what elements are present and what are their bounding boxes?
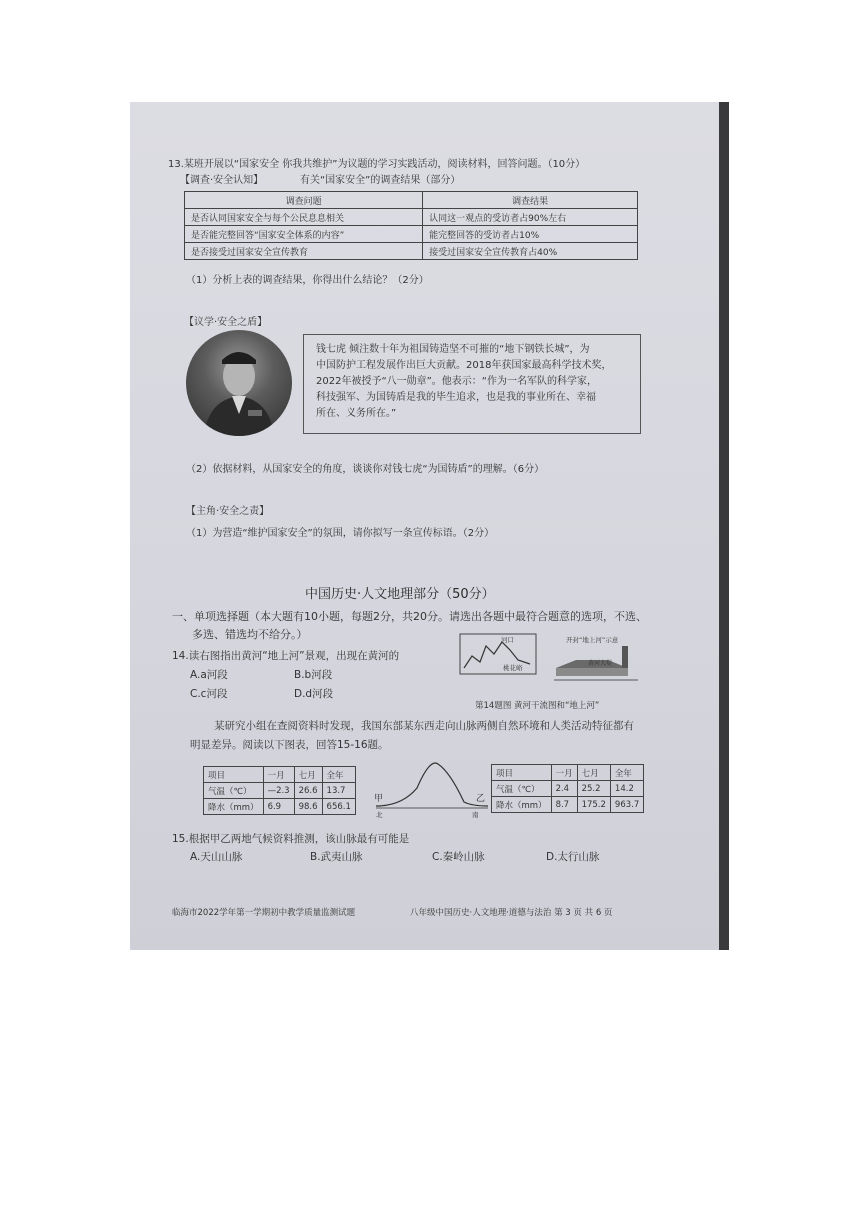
act-tag: 【主角·安全之责】 [186, 506, 270, 517]
q15-option-a: A.天山山脉 [190, 851, 243, 863]
table-cell: 接受过国家安全宣传教育占40% [423, 243, 638, 260]
table-row [204, 783, 356, 799]
table-cell: 气温（℃） [492, 781, 552, 797]
survey-table [184, 191, 638, 260]
section-title: 中国历史·人文地理部分（50分） [305, 587, 495, 602]
table-cell: 656.1 [322, 799, 355, 815]
table-cell: 98.6 [294, 799, 322, 815]
survey-tag: 【调查·安全认知】 [180, 175, 264, 186]
fig-label-hekou: 河口 [501, 636, 514, 644]
footer-right: 八年级中国历史·人文地理·道德与法治 第 3 页 共 6 页 [410, 908, 613, 918]
climate-table-jia [203, 766, 356, 815]
label-jia: 甲 [374, 794, 384, 804]
table-header: 全年 [610, 765, 643, 781]
fig-label-kaifeng: 开封“地上河”示意 [566, 636, 619, 644]
table-cell: 6.9 [263, 799, 294, 815]
quote-line: 钱七虎 倾注数十年为祖国铸造坚不可摧的“地下钢铁长城”，为 [316, 344, 590, 355]
table-cell: 963.7 [610, 797, 643, 813]
table-header: 全年 [322, 767, 355, 783]
q14-option-c: C.c河段 [190, 688, 228, 700]
table-cell: 8.7 [551, 797, 577, 813]
table-cell: 降水（mm） [492, 797, 552, 813]
part1-instruction-cont: 多选、错选均不给分。） [192, 628, 308, 641]
q14-option-d: D.d河段 [294, 688, 334, 700]
quote-box [303, 334, 641, 434]
q15-stem: 15.根据甲乙两地气候资料推测，该山脉最有可能是 [172, 833, 410, 845]
q13-intro: 13.某班开展以“国家安全 你我共维护”为议题的学习实践活动，阅读材料，回答问题。（10分） [168, 159, 586, 170]
quote-line: 中国防护工程发展作出巨大贡献。2018年获国家最高科学技术奖， [316, 360, 612, 371]
table-header: 调查问题 [185, 192, 423, 209]
label-south: 南 [472, 811, 479, 819]
label-north: 北 [376, 811, 383, 819]
table-cell: 26.6 [294, 783, 322, 799]
fig-caption: 第14题图 黄河干流图和“地上河” [475, 701, 600, 711]
paragraph-line: 明显差异。阅读以下图表，回答15-16题。 [190, 739, 389, 751]
q15-option-c: C.秦岭山脉 [432, 851, 485, 863]
table-cell: —2.3 [263, 783, 294, 799]
q13-sub2: （2）依据材料，从国家安全的角度，谈谈你对钱七虎“为国铸盾”的理解。（6分） [186, 464, 545, 475]
yellow-river-figure [458, 632, 648, 694]
table-cell: 25.2 [577, 781, 610, 797]
quote-line: 所在、义务所在。” [316, 408, 397, 419]
table-cell: 是否接受过国家安全宣传教育 [185, 243, 423, 260]
table-header: 七月 [577, 765, 610, 781]
q14-stem: 14.读右图指出黄河“地上河”景观，出现在黄河的 [172, 650, 400, 662]
table-header: 七月 [294, 767, 322, 783]
table-cell: 13.7 [322, 783, 355, 799]
q14-option-b: B.b河段 [294, 669, 333, 681]
table-cell: 14.2 [610, 781, 643, 797]
table-row [185, 226, 638, 243]
table-row [204, 799, 356, 815]
quote-line: 科技强军、为国铸盾是我的毕生追求，也是我的事业所在、幸福 [316, 392, 596, 403]
quote-line: 2022年被授予“八一勋章”。他表示：“作为一名军队的科学家， [316, 376, 597, 387]
q15-option-b: B.武夷山脉 [310, 851, 363, 863]
q15-option-d: D.太行山脉 [546, 851, 600, 863]
paragraph-line: 某研究小组在查阅资料时发现，我国东部某东西走向山脉两侧自然环境和人类活动特征都有 [214, 720, 634, 732]
q13-sub3: （1）为营造“维护国家安全”的氛围，请你拟写一条宣传标语。（2分） [186, 528, 495, 539]
page-edge-shadow [719, 102, 729, 950]
table-cell: 认同这一观点的受访者占90%左右 [423, 209, 638, 226]
table-header: 项目 [492, 765, 552, 781]
table-cell: 是否能完整回答“国家安全体系的内容” [185, 226, 423, 243]
table-row [492, 797, 644, 813]
table-cell: 气温（℃） [204, 783, 264, 799]
survey-caption: 有关“国家安全”的调查结果（部分） [300, 175, 461, 186]
table-row [185, 243, 638, 260]
table-cell: 2.4 [551, 781, 577, 797]
table-header: 一月 [551, 765, 577, 781]
table-header: 一月 [263, 767, 294, 783]
table-cell: 175.2 [577, 797, 610, 813]
table-row [185, 209, 638, 226]
fig-label-taohuayu: 桃花峪 [503, 664, 523, 672]
discuss-tag: 【议学·安全之盾】 [184, 317, 268, 328]
table-cell: 降水（mm） [204, 799, 264, 815]
q13-sub1: （1）分析上表的调查结果，你得出什么结论？（2分） [186, 275, 429, 286]
label-yi: 乙 [476, 794, 486, 804]
table-cell: 是否认同国家安全与每个公民息息相关 [185, 209, 423, 226]
climate-table-yi [491, 764, 644, 813]
footer-left: 临海市2022学年第一学期初中教学质量监测试题 [172, 908, 356, 918]
fig-label-dike: 黄河大堤 [588, 660, 613, 667]
table-header: 项目 [204, 767, 264, 783]
part1-instruction: 一、单项选择题（本大题有10小题，每题2分，共20分。请选出各题中最符合题意的选项，不选、 [172, 610, 647, 623]
table-cell: 能完整回答的受访者占10% [423, 226, 638, 243]
portrait-photo [186, 330, 292, 436]
q14-option-a: A.a河段 [190, 669, 228, 681]
table-row [492, 781, 644, 797]
table-header: 调查结果 [423, 192, 638, 209]
